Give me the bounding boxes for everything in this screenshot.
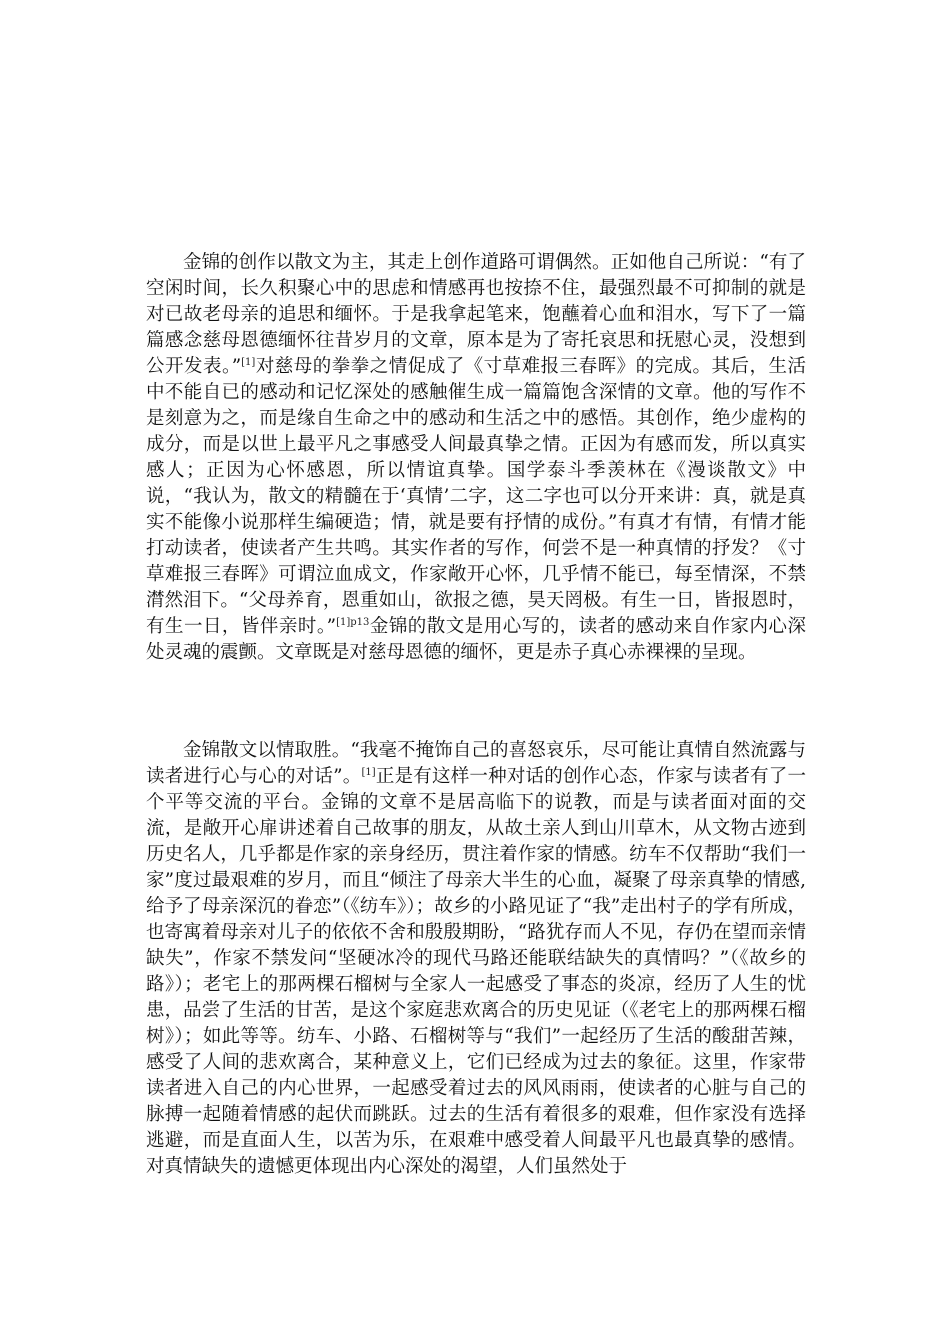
paragraph-text: 正是有这样一种对话的创作心态，作家与读者有了一个平等交流的平台。金锦的文章不是居高临下的说教，而是与读者面对面的交流，是敞开心扉讲述着自己故事的朋友，从故土亲人到山川草木，从文物古迹到历史名人，几乎都是作家的亲身经历，贯注着作家的情感。纺车不仅帮助“我们一家”度过最艰难的岁月，而且“倾注了母亲大半生的心血，凝聚了母亲真挚的情感, 给予了母亲深沉的眷恋”（《纺车》）；故乡的小路见证了“我”走出村子的学有所成，也寄寓着母亲对儿子的依依不舍和殷殷期盼，“路犹存而人不见，存仍在望而亲情缺失”，作家不禁发问“坚硬冰冷的现代马路还能联结缺失的真情吗？”（《故乡的路》）；老宅上的那两棵石榴树与全家人一起感受了事态的炎凉，经历了人生的忧患，品尝了生活的甘苦，是这个家庭悲欢离合的历史见证（《老宅上的那两棵石榴树》）；如此等等。纺车、小路、石榴树等与“我们”一起经历了生活的酸甜苦辣，感受了人间的悲欢离合，某种意义上，它们已经成为过去的象征。这里，作家带读者进入自己的内心世界，一起感受着过去的风风雨雨，使读者的心脏与自己的脉搏一起随着情感的起伏而跳跃。过去的生活有着很多的艰难，但作家没有选择逃避，而是直面人生，以苦为乐，在艰难中感受着人间最平凡也最真挚的感情。对真情缺失的遗憾更体现出内心深处的渴望，人们虽然处于: [146, 766, 806, 1177]
citation-ref: [1]p13: [336, 616, 370, 628]
paragraph-text: 金锦的散文是用心写的，读者的感动来自作家内心深处灵魂的震颤。文章既是对慈母恩德的缅怀，更是赤子真心赤裸裸的呈现。: [146, 616, 806, 663]
paragraph-text: 金锦散文以情取胜。“我毫不掩饰自己的喜怒哀乐，尽可能让真情自然流露与读者进行心与心的对话”。: [146, 740, 806, 787]
body-paragraph-1: [146, 250, 806, 666]
citation-ref: [1]: [241, 356, 256, 368]
body-paragraph-2: [146, 738, 806, 1180]
paragraph-text: 金锦的创作以散文为主，其走上创作道路可谓偶然。正如他自己所说：“有了空闲时间，长久积聚心中的思虑和情感再也按捺不住，最强烈最不可抑制的就是对已故老母亲的追思和缅怀。于是我拿起笔来，饱蘸着心血和泪水，写下了一篇篇感念慈母恩德缅怀往昔岁月的文章，原本是为了寄托哀思和抚慰心灵，没想到公开发表。”: [146, 252, 806, 377]
citation-ref: [1]: [361, 766, 376, 778]
paragraph-text: 对慈母的拳拳之情促成了《寸草难报三春晖》的完成。其后，生活中不能自已的感动和记忆深处的感触催生成一篇篇饱含深情的文章。他的写作不是刻意为之，而是缘自生命之中的感动和生活之中的感悟。其创作，绝少虚构的成分，而是以世上最平凡之事感受人间最真挚之情。正因为有感而发，所以真实感人；正因为心怀感恩，所以情谊真挚。国学泰斗季羡林在《漫谈散文》中说，“我认为，散文的精髓在于‘真情’二字，这二字也可以分开来讲：真，就是真实不能像小说那样生编硬造；情，就是要有抒情的成份。”有真才有情，有情才能打动读者，使读者产生共鸣。其实作者的写作，何尝不是一种真情的抒发？《寸草难报三春晖》可谓泣血成文，作家敞开心怀，几乎情不能已，每至情深，不禁潸然泪下。“父母养育，恩重如山，欲报之德，昊天罔极。有生一日，皆报恩时，有生一日，皆伴亲时。”: [146, 356, 806, 637]
